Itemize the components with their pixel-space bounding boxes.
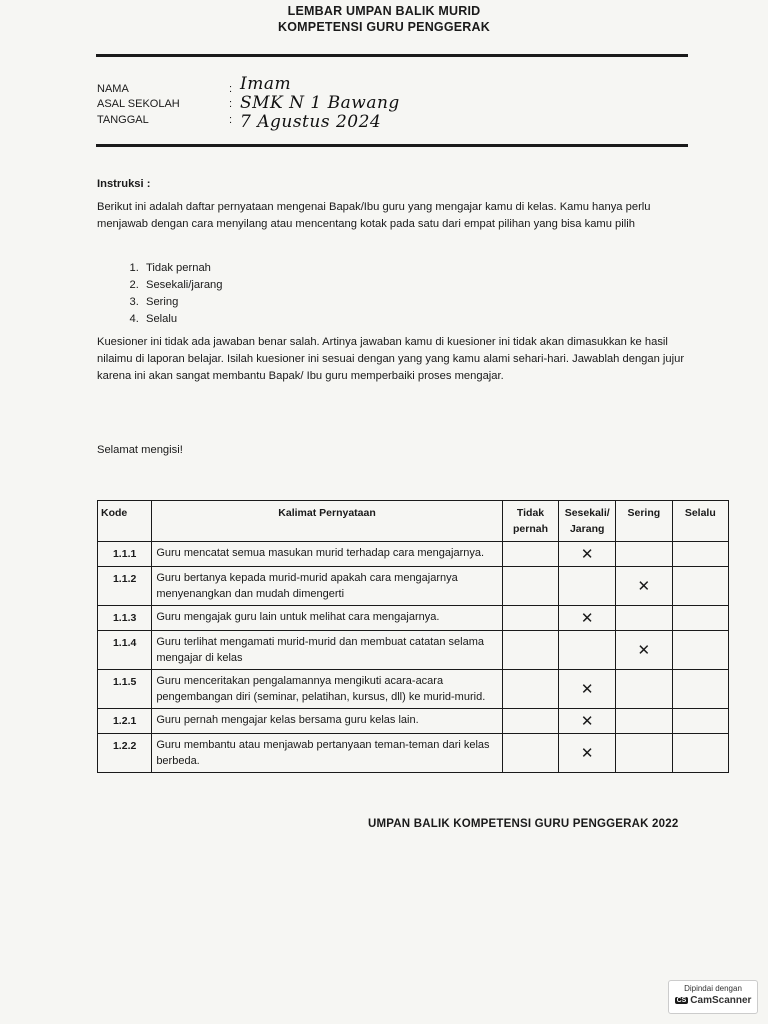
cross-mark-icon: ✕ [580, 713, 594, 730]
row-code: 1.2.2 [98, 734, 152, 773]
questionnaire-table [97, 500, 729, 773]
cross-mark-icon: ✕ [637, 642, 651, 659]
closing-text: Selamat mengisi! [97, 444, 183, 456]
nama-colon: : [229, 83, 233, 95]
table-row [98, 709, 729, 734]
answer-box-sesekali[interactable] [559, 631, 616, 670]
table-row [98, 542, 729, 567]
row-statement: Guru mencatat semua masukan murid terhadap cara mengajarnya. [152, 542, 502, 567]
scanner-brand-name: CamScanner [690, 995, 752, 1006]
header-sesekali: Sesekali/ Jarang [559, 501, 616, 542]
tanggal-handwritten-value: 7 Agustus 2024 [240, 112, 382, 132]
row-code: 1.1.5 [98, 670, 152, 709]
answer-box-selalu[interactable] [672, 567, 728, 606]
tanggal-label: TANGGAL [97, 114, 149, 126]
answer-box-sesekali[interactable] [559, 542, 616, 567]
option-item: 3. Sering [142, 294, 223, 311]
answer-box-sering[interactable] [616, 567, 672, 606]
answer-box-sesekali[interactable] [559, 670, 616, 709]
option-item: 2. Sesekali/jarang [142, 277, 223, 294]
footer-title: UMPAN BALIK KOMPETENSI GURU PENGGERAK 2022 [368, 818, 679, 830]
tanggal-colon: : [229, 114, 233, 126]
answer-box-tidak[interactable] [502, 670, 559, 709]
asal-colon: : [229, 98, 233, 110]
answer-box-sering[interactable] [616, 670, 672, 709]
answer-box-tidak[interactable] [502, 734, 559, 773]
header-sering: Sering [616, 501, 672, 542]
scanner-caption: Dipindai dengan [684, 984, 742, 993]
document-title: LEMBAR UMPAN BALIK MURID [287, 4, 481, 18]
header-kalimat: Kalimat Pernyataan [152, 501, 502, 542]
instructions-heading: Instruksi : [97, 178, 151, 190]
cross-mark-icon: ✕ [580, 546, 594, 563]
answer-box-sesekali[interactable] [559, 567, 616, 606]
answer-box-sering[interactable] [616, 709, 672, 734]
answer-box-selalu[interactable] [672, 709, 728, 734]
scanner-watermark [668, 980, 758, 1014]
answer-box-selalu[interactable] [672, 542, 728, 567]
answer-box-sering[interactable] [616, 542, 672, 567]
table-body [98, 542, 729, 773]
answer-box-sesekali[interactable] [559, 734, 616, 773]
table-row [98, 567, 729, 606]
answer-box-sesekali[interactable] [559, 606, 616, 631]
instructions-paragraph: Berikut ini adalah daftar pernyataan mengenai Bapak/Ibu guru yang mengajar kamu di kelas. Kamu hanya perlu menjawab dengan cara menyilang atau mencentang kotak pada satu dari empat pilihan yang bisa kamu pilih [97, 201, 651, 230]
note-paragraph: Kuesioner ini tidak ada jawaban benar salah. Artinya jawaban kamu di kuesioner ini tidak akan dimasukkan ke hasil nilaimu di laporan belajar. Isilah kuesioner ini sesuai dengan yang yang kamu alami sehari-hari. Jawablah dengan jujur karena ini akan sangat membantu Bapak/ Ibu guru memperbaiki proses mengajar. [97, 336, 685, 382]
table-row [98, 734, 729, 773]
row-code: 1.1.1 [98, 542, 152, 567]
row-statement: Guru mengajak guru lain untuk melihat cara mengajarnya. [152, 606, 502, 631]
row-code: 1.1.4 [98, 631, 152, 670]
nama-handwritten-value: Imam [240, 74, 292, 94]
row-statement: Guru bertanya kepada murid-murid apakah cara mengajarnya menyenangkan dan mudah dimengerti [152, 567, 502, 606]
row-statement: Guru terlihat mengamati murid-murid dan membuat catatan selama mengajar di kelas [152, 631, 502, 670]
row-code: 1.1.3 [98, 606, 152, 631]
table-header-row [98, 501, 729, 542]
header-kode: Kode [98, 501, 152, 542]
row-statement: Guru membantu atau menjawab pertanyaan teman-teman dari kelas berbeda. [152, 734, 502, 773]
answer-box-tidak[interactable] [502, 567, 559, 606]
asal-handwritten-value: SMK N 1 Bawang [240, 93, 400, 113]
document-subtitle: KOMPETENSI GURU PENGGERAK [278, 20, 490, 34]
header-tidak-pernah: Tidak pernah [502, 501, 559, 542]
answer-box-sering[interactable] [616, 734, 672, 773]
table-row [98, 670, 729, 709]
camscanner-icon: CS [676, 997, 687, 1004]
asal-sekolah-label: ASAL SEKOLAH [97, 98, 180, 110]
answer-box-selalu[interactable] [672, 631, 728, 670]
nama-label: NAMA [97, 83, 129, 95]
answer-box-sering[interactable] [616, 606, 672, 631]
answer-box-selalu[interactable] [672, 670, 728, 709]
top-divider [96, 54, 688, 57]
answer-options-list [118, 260, 223, 328]
row-code: 1.1.2 [98, 567, 152, 606]
scanner-brand [669, 995, 757, 1006]
row-code: 1.2.1 [98, 709, 152, 734]
header-selalu: Selalu [672, 501, 728, 542]
answer-box-tidak[interactable] [502, 631, 559, 670]
table-row [98, 606, 729, 631]
cross-mark-icon: ✕ [637, 578, 651, 595]
answer-box-tidak[interactable] [502, 606, 559, 631]
cross-mark-icon: ✕ [580, 610, 594, 627]
answer-box-sering[interactable] [616, 631, 672, 670]
row-statement: Guru menceritakan pengalamannya mengikuti acara-acara pengembangan diri (seminar, pelatihan, kursus, dll) ke murid-murid. [152, 670, 502, 709]
option-item: 4. Selalu [142, 311, 223, 328]
answer-box-tidak[interactable] [502, 709, 559, 734]
answer-box-selalu[interactable] [672, 606, 728, 631]
answer-box-sesekali[interactable] [559, 709, 616, 734]
row-statement: Guru pernah mengajar kelas bersama guru kelas lain. [152, 709, 502, 734]
bottom-divider [96, 144, 688, 147]
cross-mark-icon: ✕ [580, 745, 594, 762]
answer-box-tidak[interactable] [502, 542, 559, 567]
table-row [98, 631, 729, 670]
option-item: 1. Tidak pernah [142, 260, 223, 277]
answer-box-selalu[interactable] [672, 734, 728, 773]
cross-mark-icon: ✕ [580, 681, 594, 698]
